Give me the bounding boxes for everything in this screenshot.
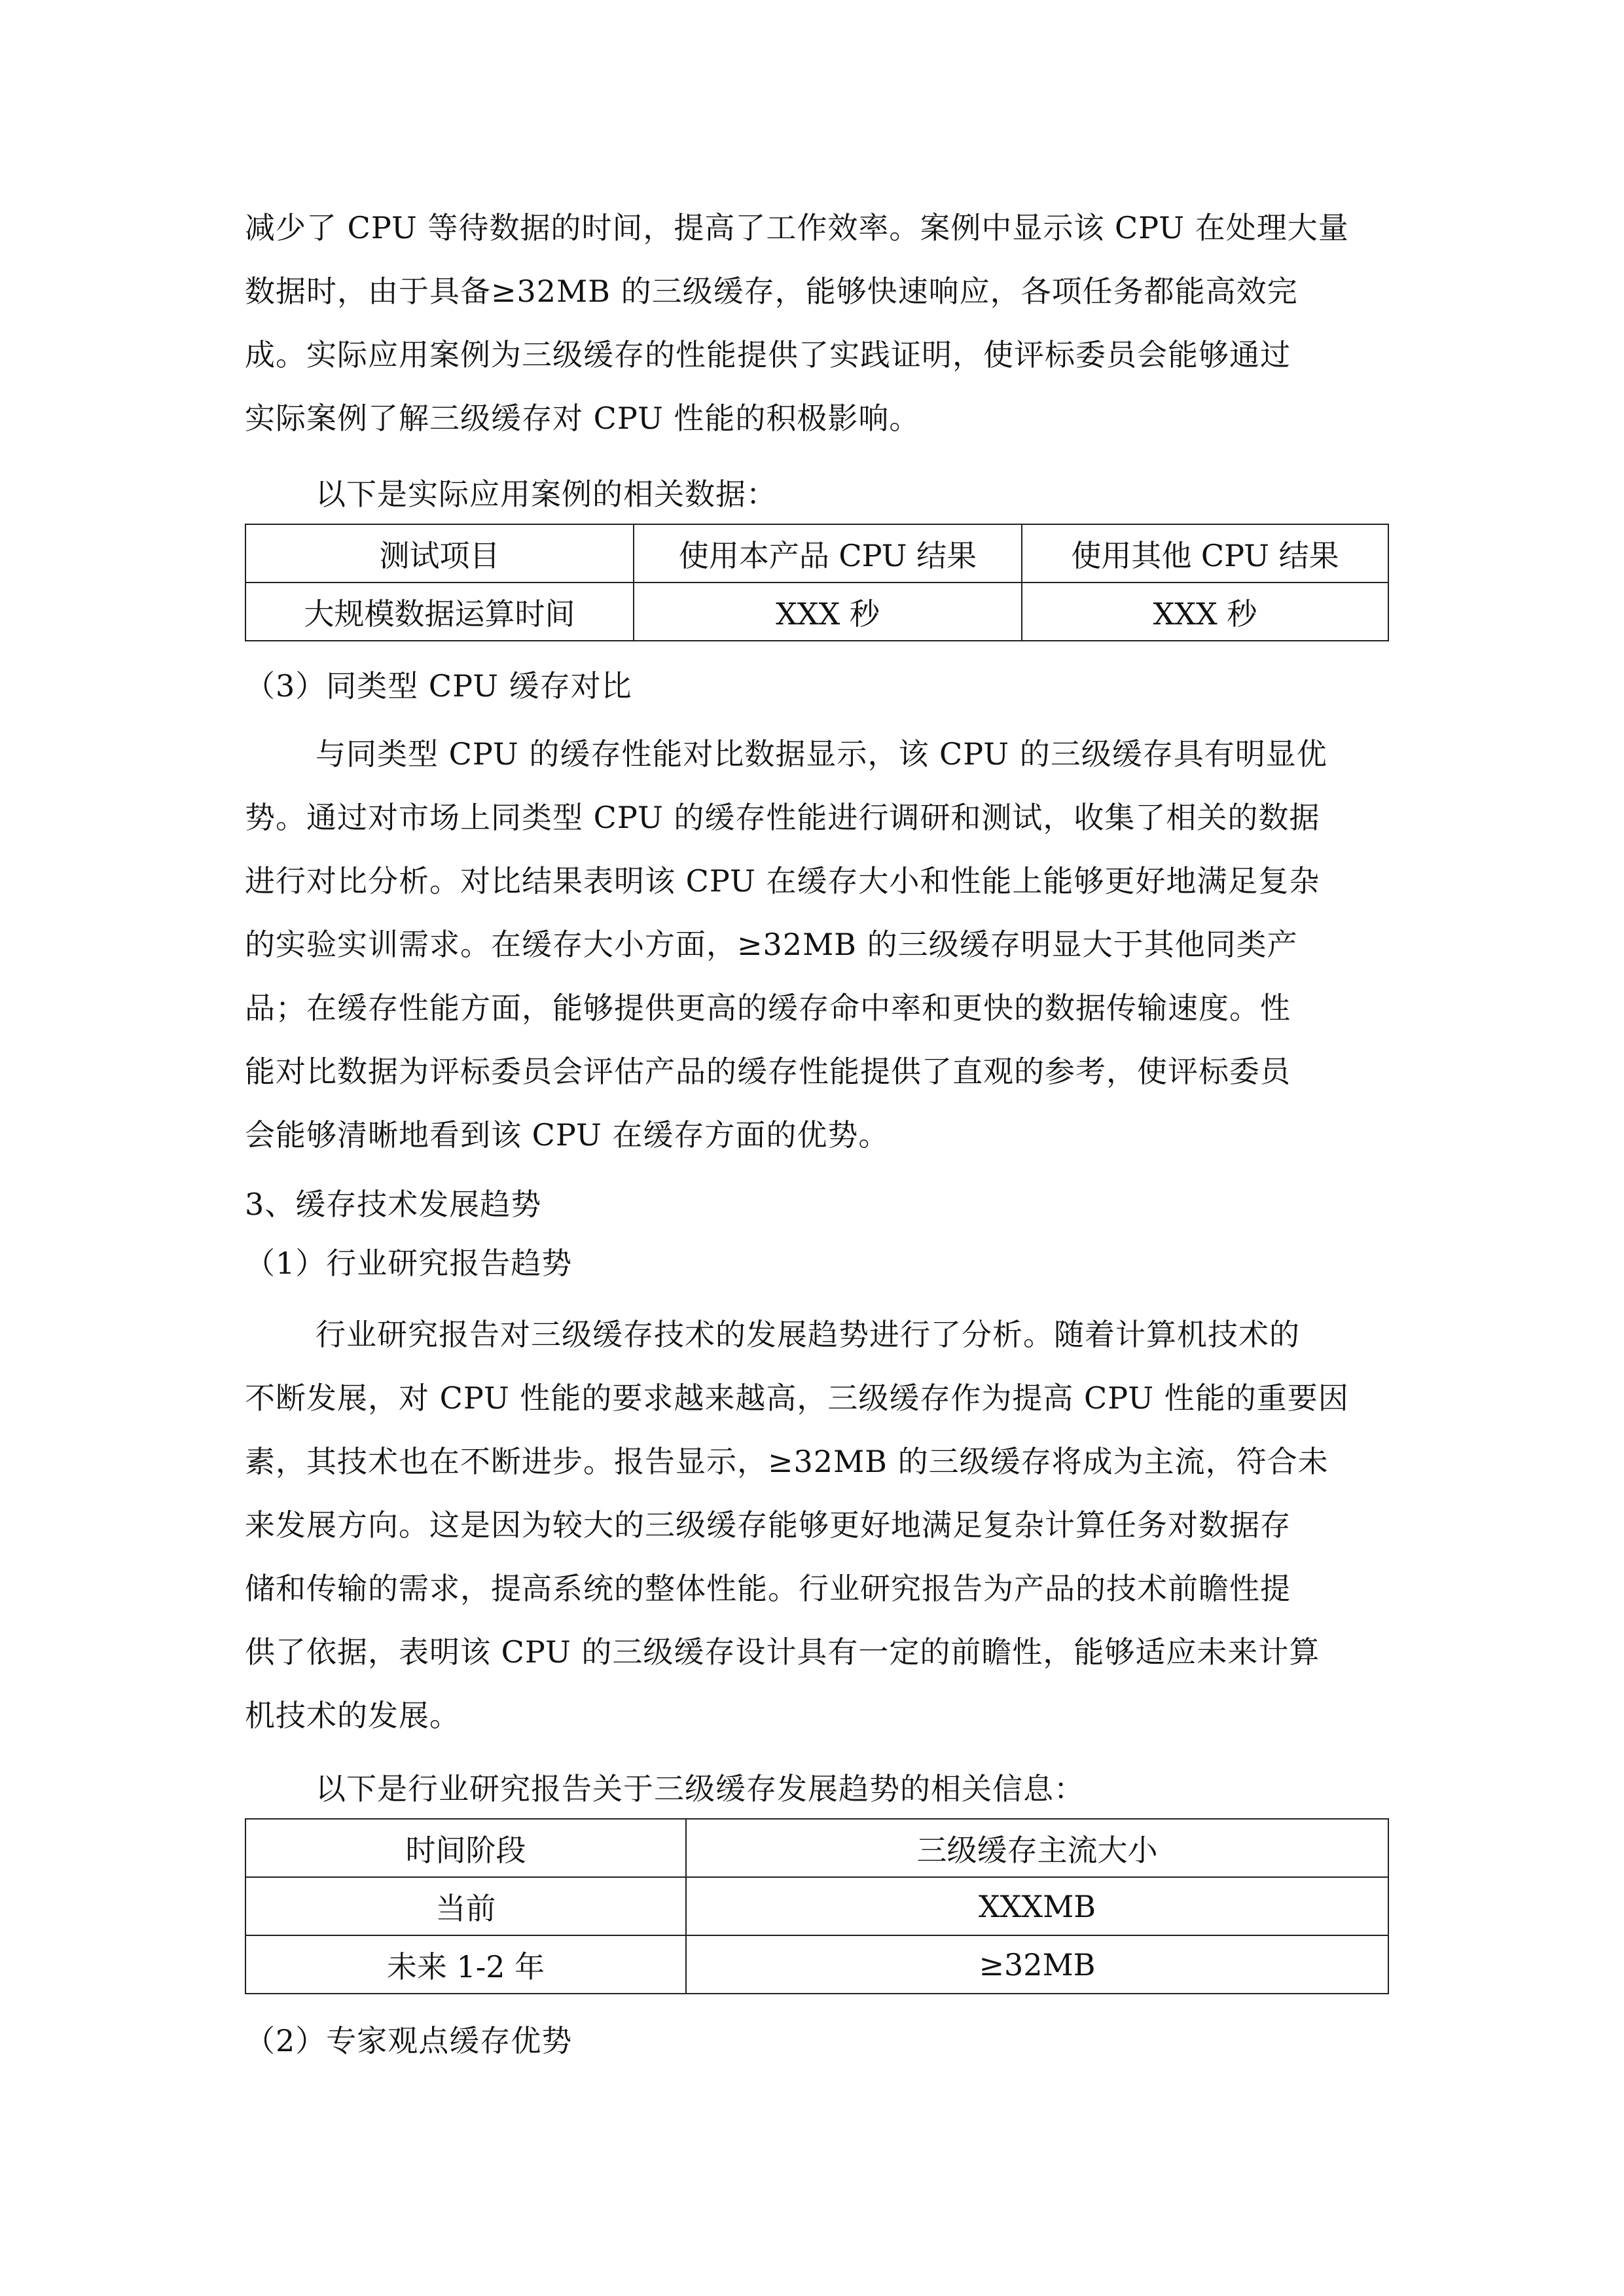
- paragraph-3-line-7: 机技术的发展。: [245, 1698, 460, 1733]
- paragraph-2-line-4: 的实验实训需求。在缓存大小方面，≥32MB 的三级缓存明显大于其他同类产: [245, 927, 1298, 962]
- table-cell: ≥32MB: [686, 1935, 1388, 1994]
- table-header-cell: 时间阶段: [245, 1819, 686, 1877]
- section-heading-3-3: （3）同类型 CPU 缓存对比: [245, 668, 632, 704]
- table-row: [245, 1877, 1388, 1935]
- table-header-row: [245, 524, 1388, 583]
- paragraph-2-line-5: 品；在缓存性能方面，能够提供更高的缓存命中率和更快的数据传输速度。性: [245, 990, 1291, 1026]
- table-1-intro: 以下是实际应用案例的相关数据：: [316, 476, 777, 512]
- paragraph-2-line-3: 进行对比分析。对比结果表明该 CPU 在缓存大小和性能上能够更好地满足复杂: [245, 863, 1320, 899]
- table-header-cell: 使用本产品 CPU 结果: [634, 524, 1022, 583]
- table-header-row: [245, 1819, 1388, 1877]
- table-row: [245, 1935, 1388, 1994]
- paragraph-3-line-3: 素，其技术也在不断进步。报告显示，≥32MB 的三级缓存将成为主流，符合未: [245, 1444, 1329, 1479]
- table-2-intro: 以下是行业研究报告关于三级缓存发展趋势的相关信息：: [316, 1771, 1085, 1806]
- paragraph-3-line-6: 供了依据，表明该 CPU 的三级缓存设计具有一定的前瞻性，能够适应未来计算: [245, 1634, 1320, 1670]
- paragraph-1-line-3: 成。实际应用案例为三级缓存的性能提供了实践证明，使评标委员会能够通过: [245, 337, 1291, 372]
- section-heading-3: 3、缓存技术发展趋势: [245, 1187, 542, 1222]
- table-cell: XXXMB: [686, 1877, 1388, 1935]
- table-cell: 未来 1-2 年: [245, 1935, 686, 1994]
- paragraph-1-line-4: 实际案例了解三级缓存对 CPU 性能的积极影响。: [245, 401, 920, 436]
- table-cell: XXX 秒: [634, 583, 1022, 641]
- paragraph-3-line-1: 行业研究报告对三级缓存技术的发展趋势进行了分析。随着计算机技术的: [316, 1317, 1300, 1352]
- paragraph-2-line-7: 会能够清晰地看到该 CPU 在缓存方面的优势。: [245, 1117, 890, 1153]
- table-cell: 当前: [245, 1877, 686, 1935]
- paragraph-2-line-1: 与同类型 CPU 的缓存性能对比数据显示，该 CPU 的三级缓存具有明显优: [316, 736, 1327, 772]
- table-header-cell: 三级缓存主流大小: [686, 1819, 1388, 1877]
- section-heading-3-1: （1）行业研究报告趋势: [245, 1246, 573, 1281]
- case-data-table: [245, 524, 1389, 641]
- table-header-cell: 使用其他 CPU 结果: [1022, 524, 1388, 583]
- table-header-cell: 测试项目: [245, 524, 634, 583]
- table-row: [245, 583, 1388, 641]
- table-cell: XXX 秒: [1022, 583, 1388, 641]
- paragraph-2-line-2: 势。通过对市场上同类型 CPU 的缓存性能进行调研和测试，收集了相关的数据: [245, 800, 1320, 835]
- table-cell: 大规模数据运算时间: [245, 583, 634, 641]
- paragraph-3-line-5: 储和传输的需求，提高系统的整体性能。行业研究报告为产品的技术前瞻性提: [245, 1571, 1291, 1606]
- section-heading-3-2: （2）专家观点缓存优势: [245, 2023, 573, 2058]
- paragraph-1-line-1: 减少了 CPU 等待数据的时间，提高了工作效率。案例中显示该 CPU 在处理大量: [245, 210, 1349, 245]
- paragraph-1-line-2: 数据时，由于具备≥32MB 的三级缓存，能够快速响应，各项任务都能高效完: [245, 274, 1298, 309]
- paragraph-2-line-6: 能对比数据为评标委员会评估产品的缓存性能提供了直观的参考，使评标委员: [245, 1054, 1291, 1089]
- paragraph-3-line-2: 不断发展，对 CPU 性能的要求越来越高，三级缓存作为提高 CPU 性能的重要因: [245, 1380, 1349, 1416]
- paragraph-3-line-4: 来发展方向。这是因为较大的三级缓存能够更好地满足复杂计算任务对数据存: [245, 1507, 1291, 1543]
- cache-trend-table: [245, 1818, 1389, 1994]
